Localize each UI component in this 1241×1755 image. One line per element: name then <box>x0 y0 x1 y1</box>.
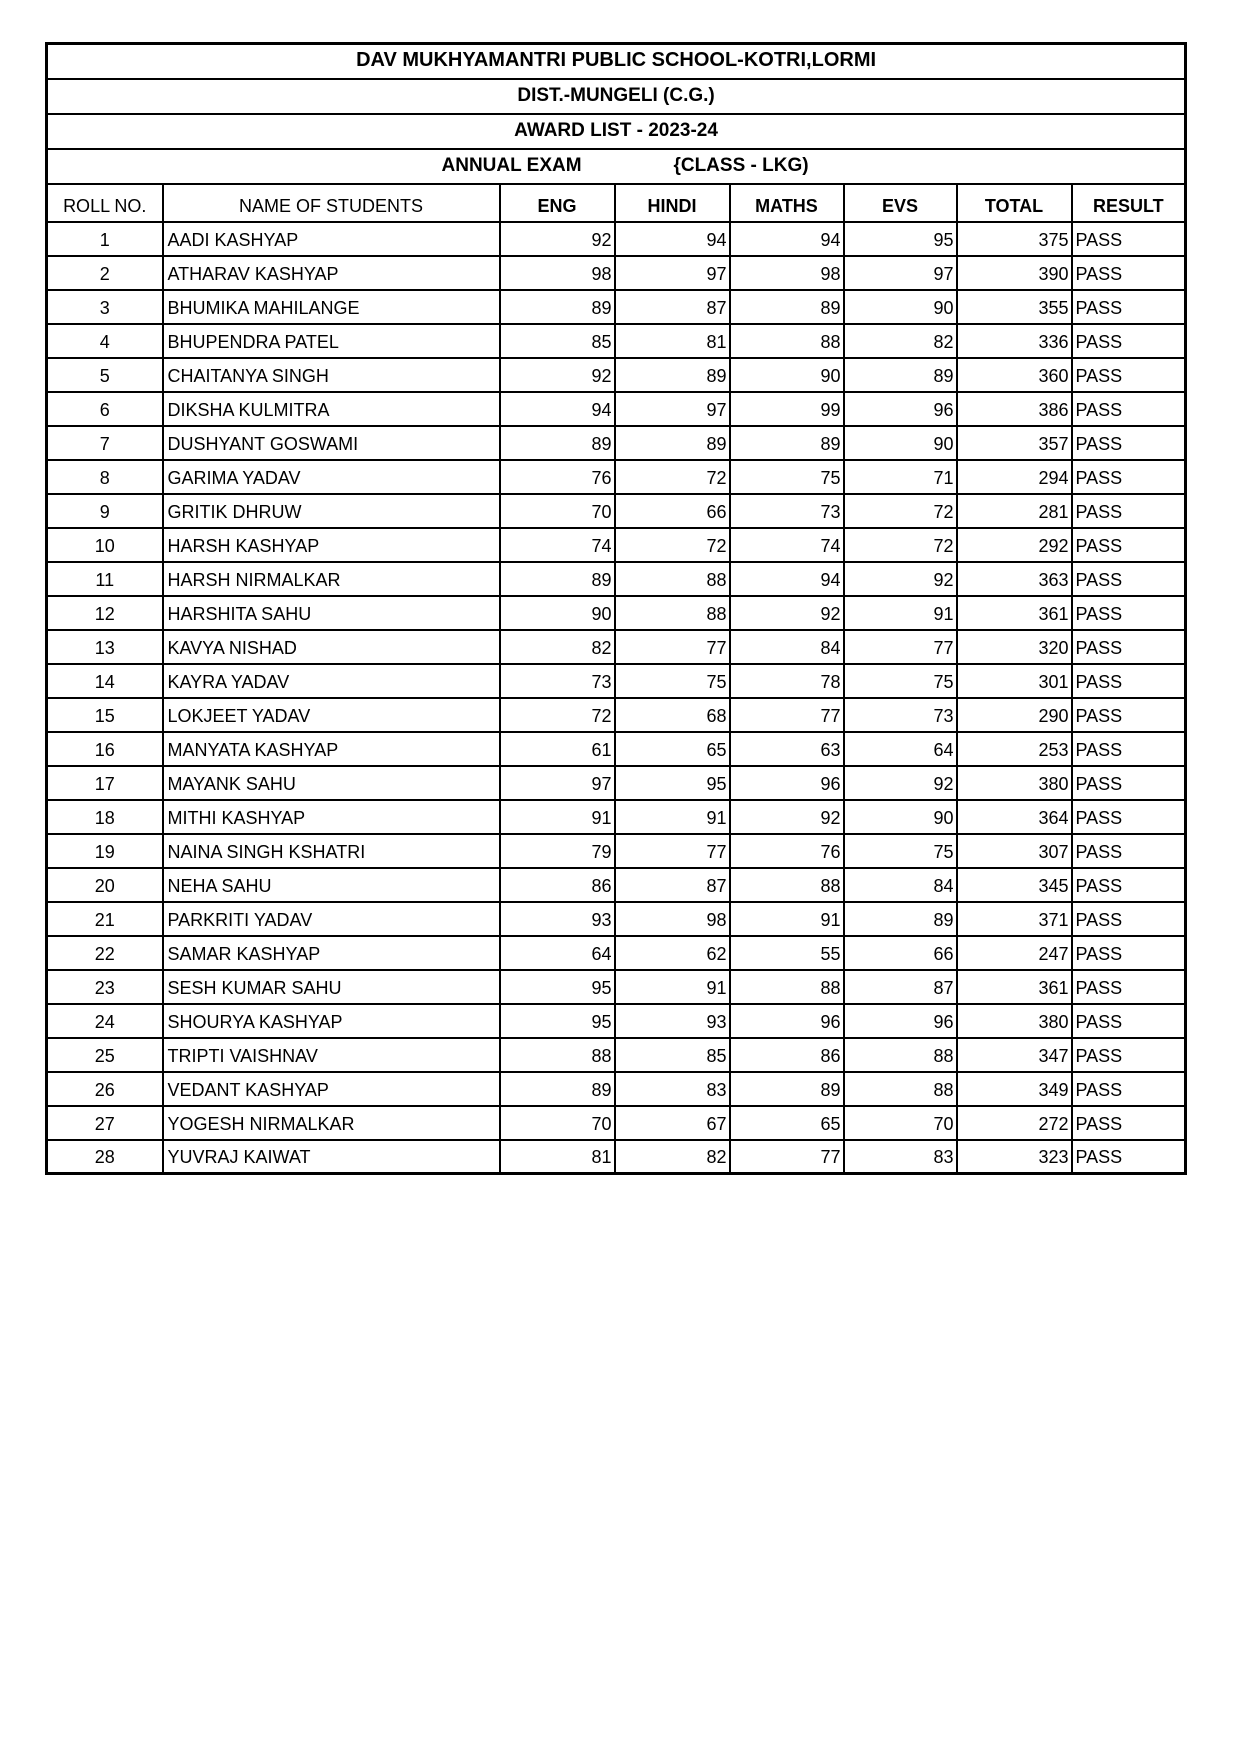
table-row <box>47 868 1186 902</box>
roll-cell: 27 <box>47 1106 163 1140</box>
name-cell: SESH KUMAR SAHU <box>163 970 500 1004</box>
name-cell: NAINA SINGH KSHATRI <box>163 834 500 868</box>
award-list-title: AWARD LIST - 2023-24 <box>47 114 1186 149</box>
district-name: DIST.-MUNGELI (C.G.) <box>47 79 1186 114</box>
eng-cell: 89 <box>500 562 615 596</box>
hindi-cell: 81 <box>615 324 730 358</box>
class-name: {CLASS - LKG) <box>673 154 809 176</box>
eng-cell: 89 <box>500 426 615 460</box>
total-cell: 281 <box>957 494 1072 528</box>
roll-cell: 19 <box>47 834 163 868</box>
maths-cell: 88 <box>730 868 844 902</box>
total-cell: 361 <box>957 596 1072 630</box>
hindi-cell: 88 <box>615 596 730 630</box>
table-row <box>47 1140 1186 1174</box>
hindi-cell: 93 <box>615 1004 730 1038</box>
result-cell: PASS <box>1072 1072 1186 1106</box>
result-cell: PASS <box>1072 1004 1186 1038</box>
maths-cell: 55 <box>730 936 844 970</box>
roll-cell: 20 <box>47 868 163 902</box>
hindi-cell: 77 <box>615 834 730 868</box>
evs-cell: 72 <box>844 494 957 528</box>
roll-cell: 10 <box>47 528 163 562</box>
table-row <box>47 256 1186 290</box>
maths-cell: 92 <box>730 596 844 630</box>
hindi-cell: 94 <box>615 222 730 256</box>
maths-cell: 78 <box>730 664 844 698</box>
total-cell: 247 <box>957 936 1072 970</box>
evs-cell: 90 <box>844 290 957 324</box>
maths-cell: 65 <box>730 1106 844 1140</box>
name-cell: TRIPTI VAISHNAV <box>163 1038 500 1072</box>
table-header-row <box>47 184 1186 222</box>
hindi-cell: 89 <box>615 426 730 460</box>
eng-cell: 61 <box>500 732 615 766</box>
hindi-cell: 97 <box>615 256 730 290</box>
result-cell: PASS <box>1072 970 1186 1004</box>
eng-cell: 74 <box>500 528 615 562</box>
total-cell: 380 <box>957 766 1072 800</box>
name-cell: NEHA SAHU <box>163 868 500 902</box>
hindi-cell: 87 <box>615 290 730 324</box>
hindi-cell: 97 <box>615 392 730 426</box>
hindi-cell: 68 <box>615 698 730 732</box>
eng-cell: 76 <box>500 460 615 494</box>
eng-cell: 92 <box>500 222 615 256</box>
result-cell: PASS <box>1072 868 1186 902</box>
result-cell: PASS <box>1072 936 1186 970</box>
roll-cell: 11 <box>47 562 163 596</box>
name-cell: VEDANT KASHYAP <box>163 1072 500 1106</box>
name-cell: GRITIK DHRUW <box>163 494 500 528</box>
column-header-hindi: HINDI <box>615 184 730 222</box>
roll-cell: 7 <box>47 426 163 460</box>
maths-cell: 84 <box>730 630 844 664</box>
result-cell: PASS <box>1072 426 1186 460</box>
evs-cell: 92 <box>844 766 957 800</box>
evs-cell: 97 <box>844 256 957 290</box>
name-cell: HARSHITA SAHU <box>163 596 500 630</box>
hindi-cell: 72 <box>615 528 730 562</box>
result-cell: PASS <box>1072 528 1186 562</box>
table-row <box>47 1004 1186 1038</box>
roll-cell: 22 <box>47 936 163 970</box>
name-cell: KAYRA YADAV <box>163 664 500 698</box>
roll-cell: 5 <box>47 358 163 392</box>
hindi-cell: 91 <box>615 800 730 834</box>
total-cell: 380 <box>957 1004 1072 1038</box>
name-cell: ATHARAV KASHYAP <box>163 256 500 290</box>
name-cell: YOGESH NIRMALKAR <box>163 1106 500 1140</box>
eng-cell: 64 <box>500 936 615 970</box>
table-row <box>47 426 1186 460</box>
name-cell: HARSH KASHYAP <box>163 528 500 562</box>
result-cell: PASS <box>1072 630 1186 664</box>
name-cell: BHUPENDRA PATEL <box>163 324 500 358</box>
hindi-cell: 65 <box>615 732 730 766</box>
hindi-cell: 91 <box>615 970 730 1004</box>
table-row <box>47 1072 1186 1106</box>
total-cell: 336 <box>957 324 1072 358</box>
result-cell: PASS <box>1072 562 1186 596</box>
name-cell: MANYATA KASHYAP <box>163 732 500 766</box>
maths-cell: 75 <box>730 460 844 494</box>
maths-cell: 90 <box>730 358 844 392</box>
maths-cell: 88 <box>730 970 844 1004</box>
table-row <box>47 222 1186 256</box>
hindi-cell: 67 <box>615 1106 730 1140</box>
maths-cell: 94 <box>730 222 844 256</box>
eng-cell: 70 <box>500 1106 615 1140</box>
eng-cell: 73 <box>500 664 615 698</box>
result-cell: PASS <box>1072 256 1186 290</box>
roll-cell: 24 <box>47 1004 163 1038</box>
result-cell: PASS <box>1072 324 1186 358</box>
name-cell: MAYANK SAHU <box>163 766 500 800</box>
table-row <box>47 562 1186 596</box>
hindi-cell: 75 <box>615 664 730 698</box>
eng-cell: 95 <box>500 970 615 1004</box>
table-row <box>47 494 1186 528</box>
total-cell: 390 <box>957 256 1072 290</box>
hindi-cell: 87 <box>615 868 730 902</box>
evs-cell: 71 <box>844 460 957 494</box>
maths-cell: 89 <box>730 290 844 324</box>
column-header-name: NAME OF STUDENTS <box>163 184 500 222</box>
evs-cell: 75 <box>844 834 957 868</box>
total-cell: 253 <box>957 732 1072 766</box>
table-row <box>47 290 1186 324</box>
column-header-total: TOTAL <box>957 184 1072 222</box>
table-row <box>47 630 1186 664</box>
evs-cell: 89 <box>844 902 957 936</box>
roll-cell: 14 <box>47 664 163 698</box>
result-cell: PASS <box>1072 222 1186 256</box>
eng-cell: 92 <box>500 358 615 392</box>
name-cell: DIKSHA KULMITRA <box>163 392 500 426</box>
maths-cell: 63 <box>730 732 844 766</box>
result-cell: PASS <box>1072 800 1186 834</box>
hindi-cell: 66 <box>615 494 730 528</box>
evs-cell: 96 <box>844 392 957 426</box>
name-cell: DUSHYANT GOSWAMI <box>163 426 500 460</box>
total-cell: 294 <box>957 460 1072 494</box>
maths-cell: 99 <box>730 392 844 426</box>
result-cell: PASS <box>1072 766 1186 800</box>
column-header-roll: ROLL NO. <box>47 184 163 222</box>
table-row <box>47 936 1186 970</box>
hindi-cell: 77 <box>615 630 730 664</box>
result-cell: PASS <box>1072 1140 1186 1174</box>
evs-cell: 88 <box>844 1038 957 1072</box>
maths-cell: 94 <box>730 562 844 596</box>
evs-cell: 64 <box>844 732 957 766</box>
result-cell: PASS <box>1072 358 1186 392</box>
evs-cell: 90 <box>844 800 957 834</box>
maths-cell: 91 <box>730 902 844 936</box>
total-cell: 292 <box>957 528 1072 562</box>
eng-cell: 89 <box>500 1072 615 1106</box>
evs-cell: 73 <box>844 698 957 732</box>
total-cell: 347 <box>957 1038 1072 1072</box>
table-row <box>47 324 1186 358</box>
total-cell: 364 <box>957 800 1072 834</box>
roll-cell: 17 <box>47 766 163 800</box>
eng-cell: 95 <box>500 1004 615 1038</box>
hindi-cell: 72 <box>615 460 730 494</box>
eng-cell: 79 <box>500 834 615 868</box>
maths-cell: 74 <box>730 528 844 562</box>
result-cell: PASS <box>1072 1038 1186 1072</box>
table-row <box>47 970 1186 1004</box>
eng-cell: 88 <box>500 1038 615 1072</box>
roll-cell: 26 <box>47 1072 163 1106</box>
eng-cell: 81 <box>500 1140 615 1174</box>
eng-cell: 94 <box>500 392 615 426</box>
evs-cell: 89 <box>844 358 957 392</box>
table-row <box>47 834 1186 868</box>
result-cell: PASS <box>1072 494 1186 528</box>
eng-cell: 98 <box>500 256 615 290</box>
maths-cell: 88 <box>730 324 844 358</box>
total-cell: 349 <box>957 1072 1072 1106</box>
evs-cell: 72 <box>844 528 957 562</box>
table-row <box>47 392 1186 426</box>
table-row <box>47 1106 1186 1140</box>
eng-cell: 70 <box>500 494 615 528</box>
total-cell: 323 <box>957 1140 1072 1174</box>
maths-cell: 77 <box>730 1140 844 1174</box>
result-cell: PASS <box>1072 834 1186 868</box>
column-header-evs: EVS <box>844 184 957 222</box>
column-header-eng: ENG <box>500 184 615 222</box>
evs-cell: 96 <box>844 1004 957 1038</box>
roll-cell: 15 <box>47 698 163 732</box>
maths-cell: 92 <box>730 800 844 834</box>
column-header-maths: MATHS <box>730 184 844 222</box>
hindi-cell: 83 <box>615 1072 730 1106</box>
roll-cell: 12 <box>47 596 163 630</box>
table-row <box>47 766 1186 800</box>
name-cell: SAMAR KASHYAP <box>163 936 500 970</box>
maths-cell: 76 <box>730 834 844 868</box>
result-cell: PASS <box>1072 698 1186 732</box>
evs-cell: 83 <box>844 1140 957 1174</box>
result-cell: PASS <box>1072 460 1186 494</box>
eng-cell: 97 <box>500 766 615 800</box>
name-cell: LOKJEET YADAV <box>163 698 500 732</box>
roll-cell: 23 <box>47 970 163 1004</box>
table-row <box>47 664 1186 698</box>
result-cell: PASS <box>1072 1106 1186 1140</box>
evs-cell: 77 <box>844 630 957 664</box>
hindi-cell: 95 <box>615 766 730 800</box>
total-cell: 360 <box>957 358 1072 392</box>
roll-cell: 2 <box>47 256 163 290</box>
total-cell: 375 <box>957 222 1072 256</box>
total-cell: 357 <box>957 426 1072 460</box>
total-cell: 355 <box>957 290 1072 324</box>
total-cell: 345 <box>957 868 1072 902</box>
table-row <box>47 358 1186 392</box>
table-row <box>47 460 1186 494</box>
table-row <box>47 902 1186 936</box>
district-row <box>47 79 1186 114</box>
eng-cell: 89 <box>500 290 615 324</box>
school-name-row <box>47 44 1186 79</box>
eng-cell: 91 <box>500 800 615 834</box>
evs-cell: 88 <box>844 1072 957 1106</box>
eng-cell: 82 <box>500 630 615 664</box>
hindi-cell: 82 <box>615 1140 730 1174</box>
roll-cell: 25 <box>47 1038 163 1072</box>
total-cell: 290 <box>957 698 1072 732</box>
roll-cell: 13 <box>47 630 163 664</box>
hindi-cell: 98 <box>615 902 730 936</box>
evs-cell: 75 <box>844 664 957 698</box>
result-cell: PASS <box>1072 664 1186 698</box>
maths-cell: 89 <box>730 1072 844 1106</box>
hindi-cell: 88 <box>615 562 730 596</box>
table-row <box>47 528 1186 562</box>
result-cell: PASS <box>1072 290 1186 324</box>
title-section <box>47 44 1186 222</box>
eng-cell: 93 <box>500 902 615 936</box>
total-cell: 301 <box>957 664 1072 698</box>
name-cell: AADI KASHYAP <box>163 222 500 256</box>
result-cell: PASS <box>1072 902 1186 936</box>
maths-cell: 96 <box>730 1004 844 1038</box>
name-cell: YUVRAJ KAIWAT <box>163 1140 500 1174</box>
table-row <box>47 698 1186 732</box>
result-cell: PASS <box>1072 732 1186 766</box>
eng-cell: 86 <box>500 868 615 902</box>
evs-cell: 91 <box>844 596 957 630</box>
total-cell: 272 <box>957 1106 1072 1140</box>
evs-cell: 70 <box>844 1106 957 1140</box>
roll-cell: 21 <box>47 902 163 936</box>
total-cell: 307 <box>957 834 1072 868</box>
eng-cell: 90 <box>500 596 615 630</box>
roll-cell: 4 <box>47 324 163 358</box>
name-cell: MITHI KASHYAP <box>163 800 500 834</box>
eng-cell: 85 <box>500 324 615 358</box>
name-cell: BHUMIKA MAHILANGE <box>163 290 500 324</box>
name-cell: SHOURYA KASHYAP <box>163 1004 500 1038</box>
maths-cell: 89 <box>730 426 844 460</box>
roll-cell: 1 <box>47 222 163 256</box>
evs-cell: 95 <box>844 222 957 256</box>
exam-name: ANNUAL EXAM <box>441 154 582 176</box>
exam-class-row <box>47 149 1186 184</box>
roll-cell: 16 <box>47 732 163 766</box>
roll-cell: 18 <box>47 800 163 834</box>
evs-cell: 66 <box>844 936 957 970</box>
column-header-result: RESULT <box>1072 184 1186 222</box>
name-cell: PARKRITI YADAV <box>163 902 500 936</box>
result-cell: PASS <box>1072 392 1186 426</box>
maths-cell: 77 <box>730 698 844 732</box>
roll-cell: 3 <box>47 290 163 324</box>
evs-cell: 92 <box>844 562 957 596</box>
name-cell: KAVYA NISHAD <box>163 630 500 664</box>
total-cell: 320 <box>957 630 1072 664</box>
evs-cell: 90 <box>844 426 957 460</box>
maths-cell: 98 <box>730 256 844 290</box>
table-row <box>47 1038 1186 1072</box>
table-row <box>47 800 1186 834</box>
total-cell: 386 <box>957 392 1072 426</box>
name-cell: HARSH NIRMALKAR <box>163 562 500 596</box>
roll-cell: 9 <box>47 494 163 528</box>
maths-cell: 73 <box>730 494 844 528</box>
table-row <box>47 596 1186 630</box>
award-list-table <box>45 42 1187 1175</box>
eng-cell: 72 <box>500 698 615 732</box>
name-cell: CHAITANYA SINGH <box>163 358 500 392</box>
student-rows <box>47 222 1186 1174</box>
result-cell: PASS <box>1072 596 1186 630</box>
total-cell: 361 <box>957 970 1072 1004</box>
roll-cell: 8 <box>47 460 163 494</box>
hindi-cell: 85 <box>615 1038 730 1072</box>
hindi-cell: 89 <box>615 358 730 392</box>
evs-cell: 84 <box>844 868 957 902</box>
table-row <box>47 732 1186 766</box>
total-cell: 371 <box>957 902 1072 936</box>
maths-cell: 86 <box>730 1038 844 1072</box>
total-cell: 363 <box>957 562 1072 596</box>
roll-cell: 28 <box>47 1140 163 1174</box>
evs-cell: 87 <box>844 970 957 1004</box>
name-cell: GARIMA YADAV <box>163 460 500 494</box>
evs-cell: 82 <box>844 324 957 358</box>
school-name: DAV MUKHYAMANTRI PUBLIC SCHOOL-KOTRI,LORMI <box>47 44 1186 79</box>
maths-cell: 96 <box>730 766 844 800</box>
hindi-cell: 62 <box>615 936 730 970</box>
roll-cell: 6 <box>47 392 163 426</box>
award-list-row <box>47 114 1186 149</box>
